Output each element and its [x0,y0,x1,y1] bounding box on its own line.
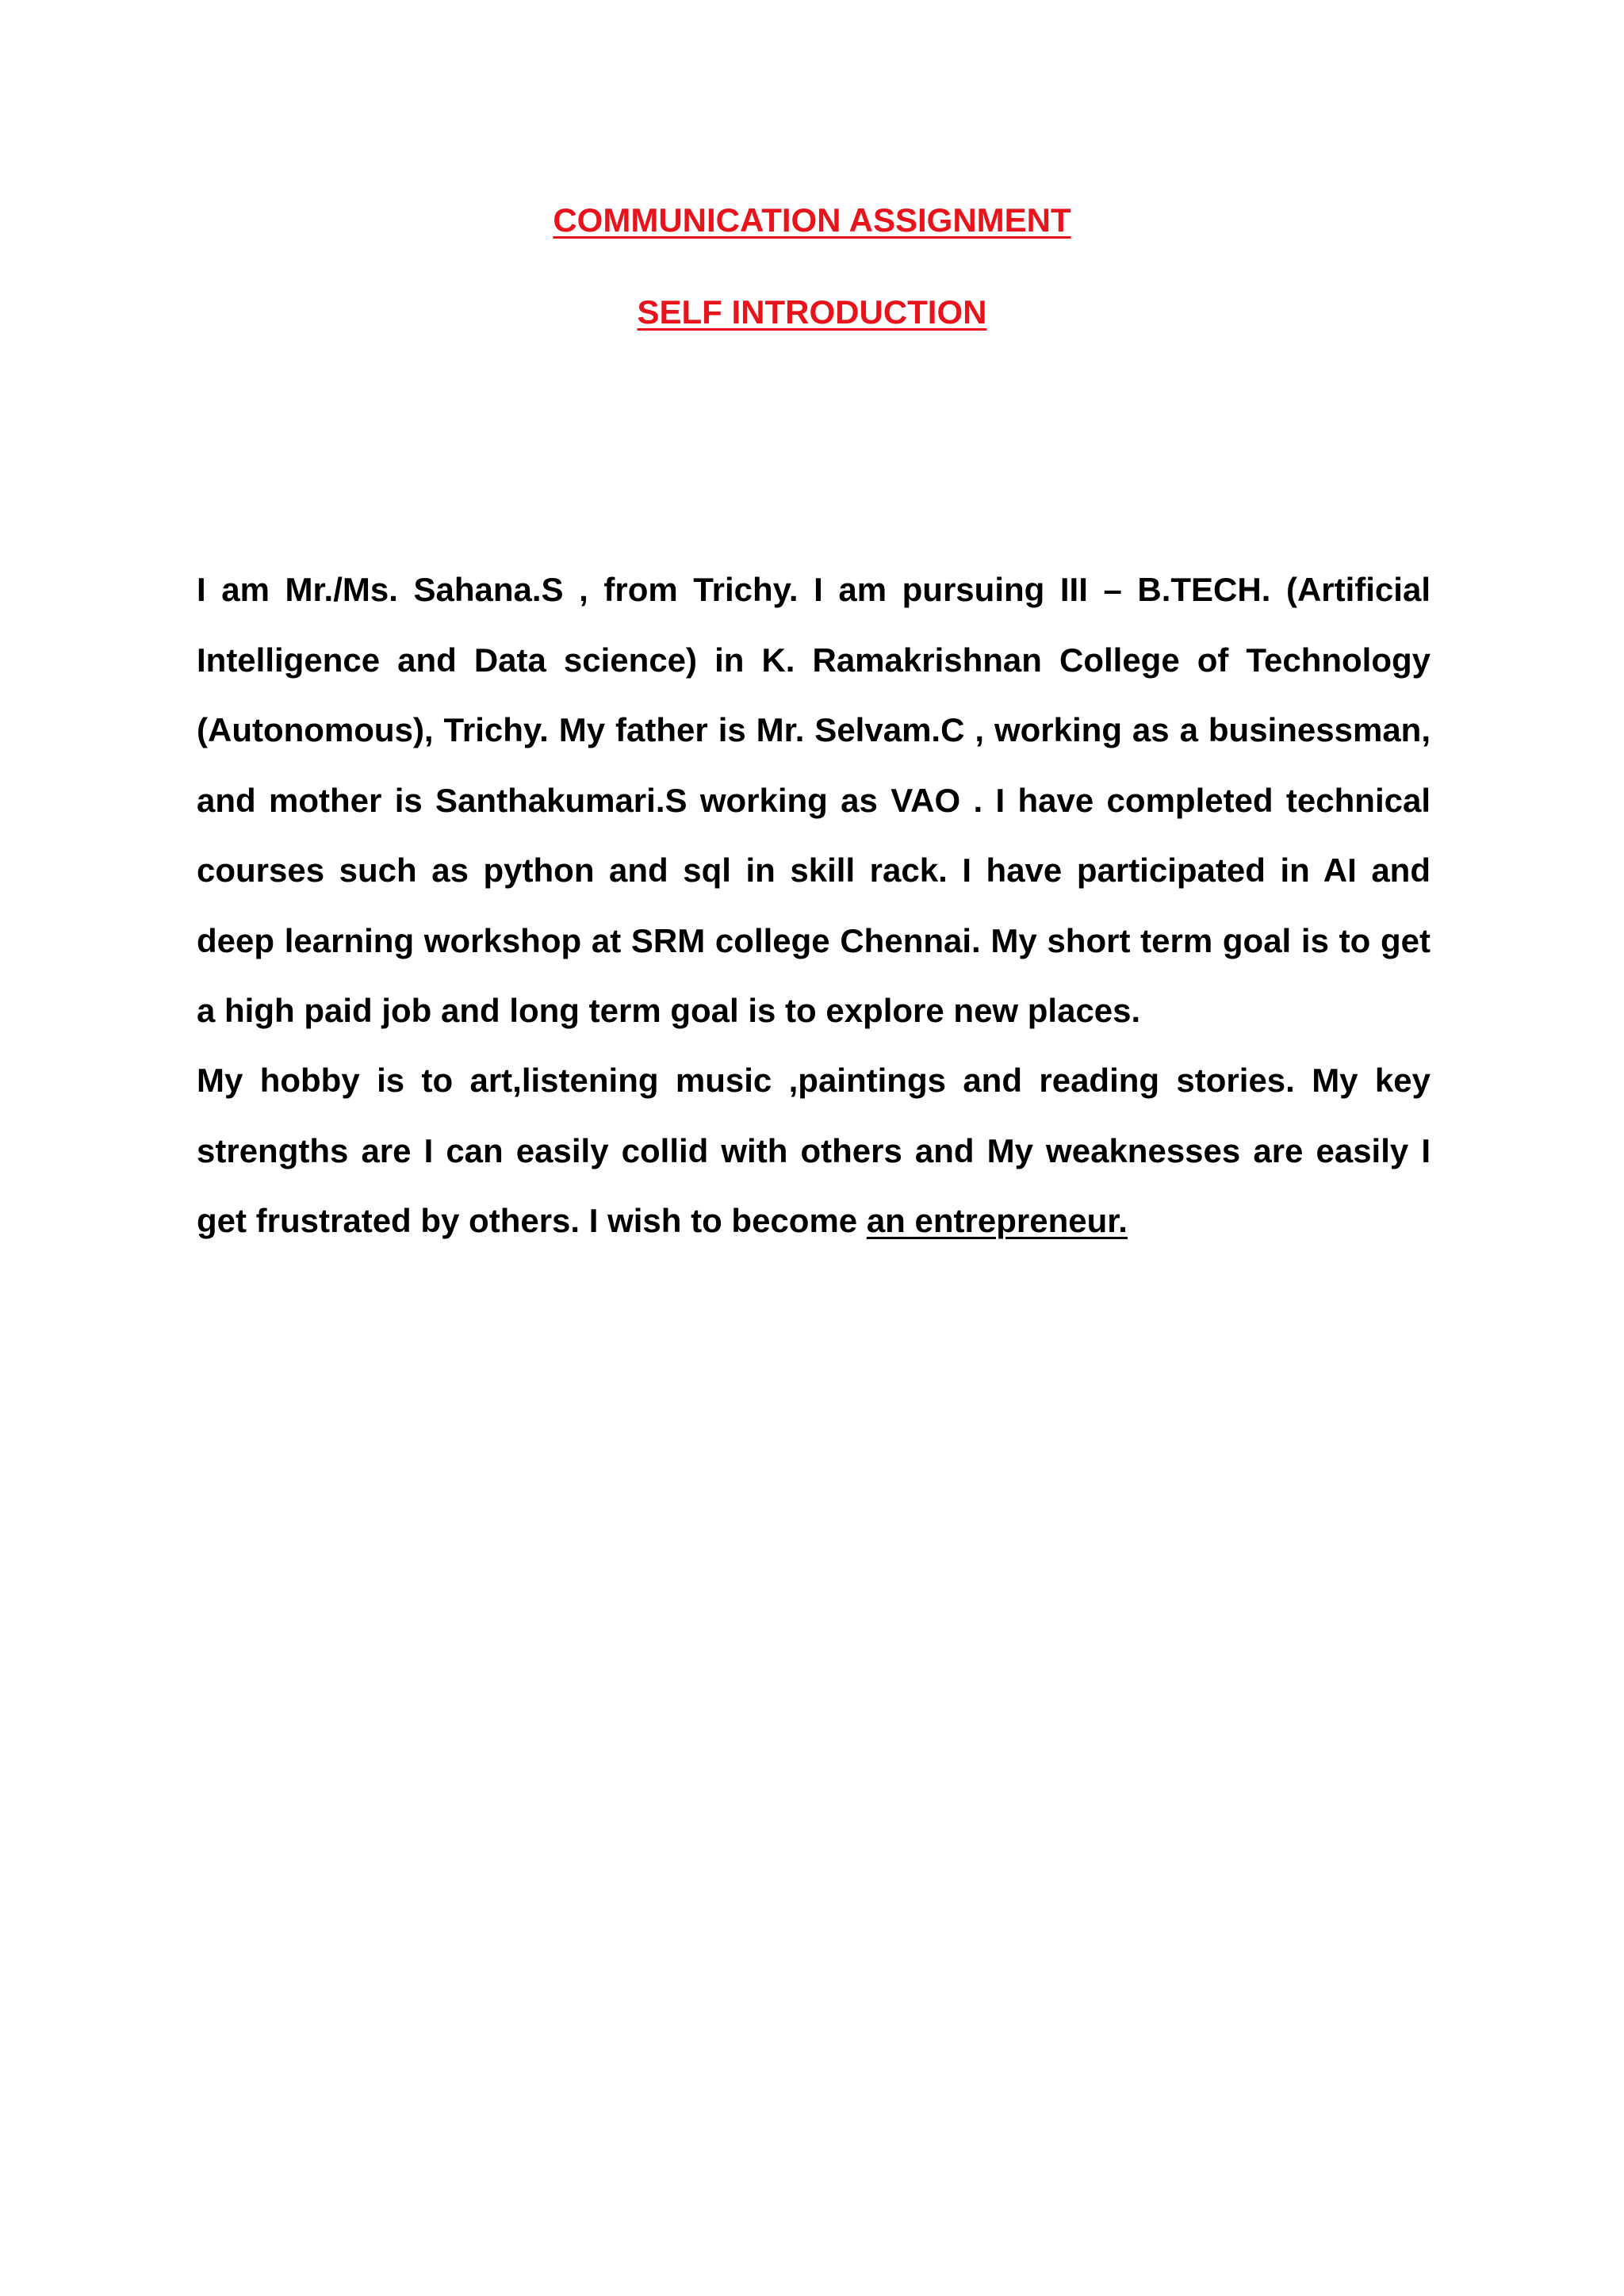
hobby-paragraph [197,1046,1431,1257]
career-goal-underlined: an entrepreneur. [866,1202,1128,1239]
page-title: COMMUNICATION ASSIGNMENT [553,201,1071,239]
intro-paragraph: I am Mr./Ms. Sahana.S , from Trichy. I am pursuing III – B.TECH. (Artificial Intelligence and Data science) in K. Ramakrishnan College of Technology (Autonomous), Trichy. My father is Mr. Selvam.C , working as a businessman, and mother is Santhakumari.S working as VAO . I have completed technical courses such as python and sql in skill rack. I have participated in AI and deep learning workshop at SRM college Chennai. My short term goal is to get a high paid job and long term goal is to explore new places. [197,571,1431,1029]
page-subtitle: SELF INTRODUCTION [637,293,987,331]
hobby-paragraph-text: My hobby is to art,listening music ,paintings and reading stories. My key strengths are I can easily collid with others and My weaknesses are easily I get frustrated by others. I wish to become [197,1062,1431,1239]
